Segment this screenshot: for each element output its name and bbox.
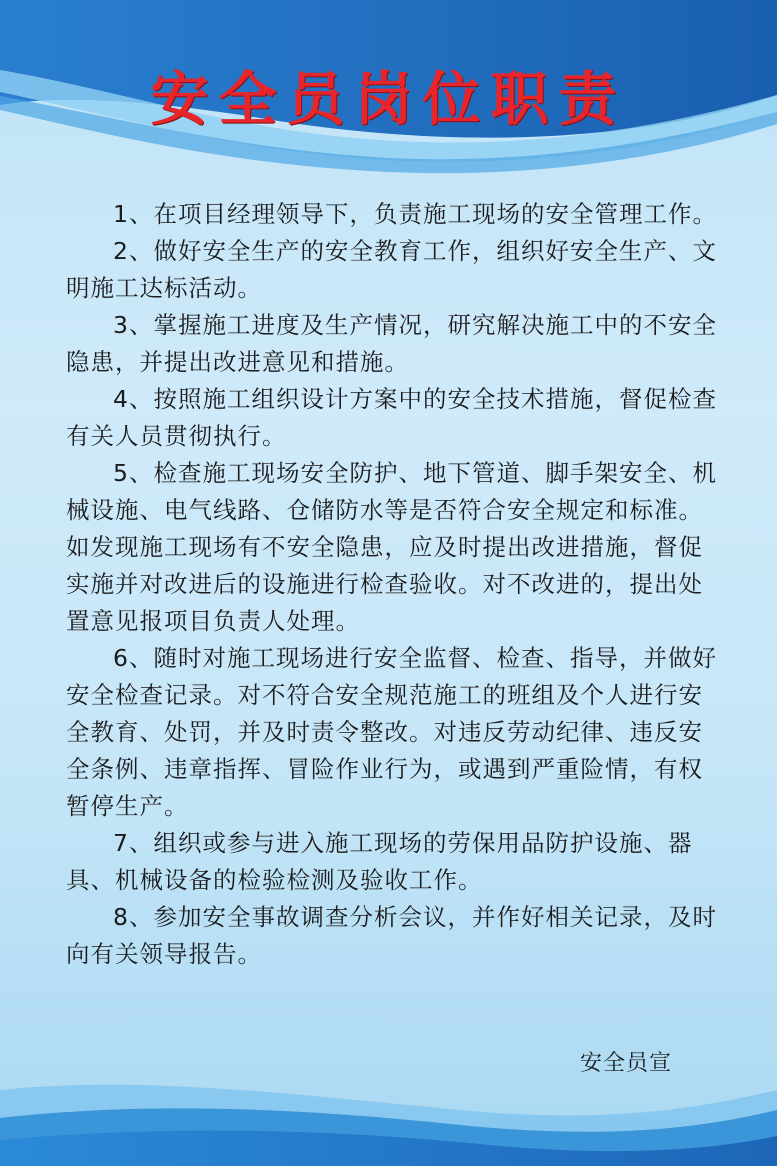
duty-item-1: 1、在项目经理领导下，负责施工现场的安全管理工作。 <box>113 200 717 228</box>
duty-item-5: 5、检查施工现场安全防护、地下管道、脚手架安全、机械设施、电气线路、仓储防水等是否符合安全规定和标准。如发现施工现场有不安全隐患，应及时提出改进措施，督促实施并对改进后的设施进行检查验收。对不改进的，提出处置意见报项目负责人处理。 <box>66 459 717 635</box>
duty-item-6: 6、随时对施工现场进行安全监督、检查、指导，并做好安全检查记录。对不符合安全规范施工的班组及个人进行安全教育、处罚，并及时责令整改。对违反劳动纪律、违反安全条例、违章指挥、冒险作业行为，或遇到严重险情，有权暂停生产。 <box>66 644 717 820</box>
duty-item-8: 8、参加安全事故调查分析会议，并作好相关记录，及时向有关领导报告。 <box>66 903 717 968</box>
duty-item-7: 7、组织或参与进入施工现场的劳保用品防护设施、器具、机械设备的检验检测及验收工作。 <box>66 829 693 894</box>
signature: 安全员宣 <box>580 1051 673 1076</box>
duties-list <box>66 196 726 973</box>
duty-item-2: 2、做好安全生产的安全教育工作，组织好安全生产、文明施工达标活动。 <box>66 237 717 302</box>
page-title: 安全员岗位职责 <box>150 65 627 133</box>
duty-item-4: 4、按照施工组织设计方案中的安全技术措施，督促检查有关人员贯彻执行。 <box>66 385 717 450</box>
duty-item-3: 3、掌握施工进度及生产情况，研究解决施工中的不安全隐患，并提出改进意见和措施。 <box>66 311 717 376</box>
